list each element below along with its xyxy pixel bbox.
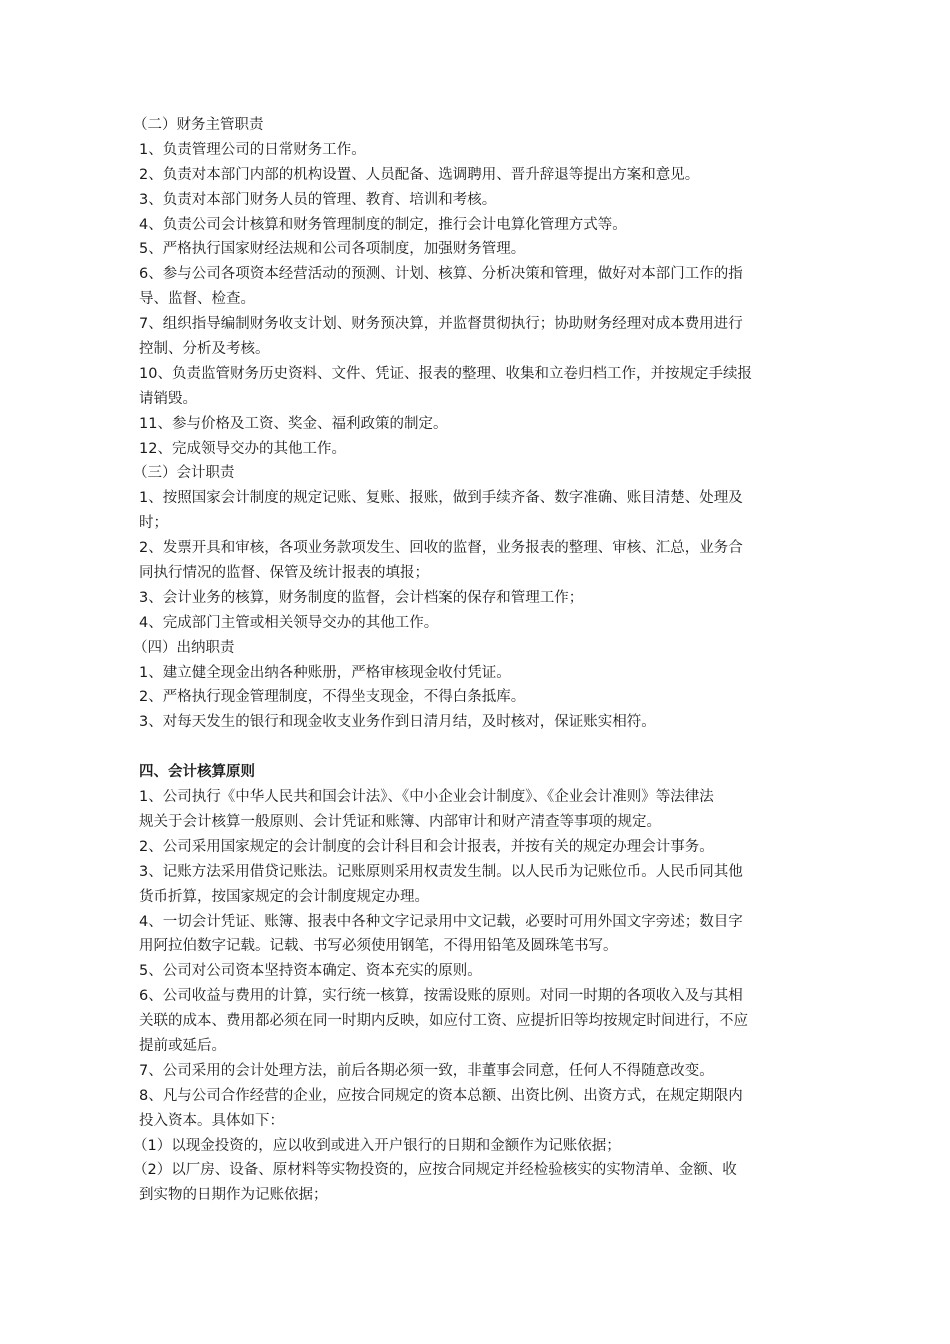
subsection-line: （1）以现金投资的，应以收到或进入开户银行的日期和金额作为记账依据； xyxy=(133,1137,621,1154)
text-line: 同执行情况的监督、保管及统计报表的填报； xyxy=(139,565,429,582)
text-line: 12、完成领导交办的其他工作。 xyxy=(139,440,346,457)
text-line: 到实物的日期作为记账依据； xyxy=(139,1187,328,1204)
text-line: 7、公司采用的会计处理方法，前后各期必须一致，非董事会同意，任何人不得随意改变。 xyxy=(139,1062,714,1079)
text-line: 2、负责对本部门内部的机构设置、人员配备、选调聘用、晋升辞退等提出方案和意见。 xyxy=(139,166,700,183)
text-line: 8、凡与公司合作经营的企业，应按合同规定的资本总额、出资比例、出资方式，在规定期限内 xyxy=(139,1087,743,1104)
text-line: 3、对每天发生的银行和现金收支业务作到日清月结，及时核对，保证账实相符。 xyxy=(139,714,656,731)
text-line: 4、一切会计凭证、账簿、报表中各种文字记录用中文记载，必要时可用外国文字旁述；数目字 xyxy=(139,913,743,930)
text-line: 7、组织指导编制财务收支计划、财务预决算，并监督贯彻执行；协助财务经理对成本费用进行 xyxy=(139,316,743,333)
text-line: 1、负责管理公司的日常财务工作。 xyxy=(139,141,366,158)
text-line: 3、负责对本部门财务人员的管理、教育、培训和考核。 xyxy=(139,191,497,208)
paragraph-spacer xyxy=(139,735,809,760)
text-line: 6、公司收益与费用的计算，实行统一核算，按需设账的原则。对同一时期的各项收入及与其相 xyxy=(139,988,743,1005)
text-line: 10、负责监管财务历史资料、文件、凭证、报表的整理、收集和立卷归档工作，并按规定手续报 xyxy=(139,365,752,382)
text-line: 请销毁。 xyxy=(139,390,197,407)
text-line: 6、参与公司各项资本经营活动的预测、计划、核算、分析决策和管理，做好对本部门工作的指 xyxy=(139,266,743,283)
text-line: 2、严格执行现金管理制度，不得坐支现金，不得白条抵库。 xyxy=(139,689,526,706)
section-heading: 四、会计核算原则 xyxy=(139,764,255,781)
subsection-line: （三）会计职责 xyxy=(133,465,235,482)
text-line: 3、记账方法采用借贷记账法。记账原则采用权责发生制。以人民币为记账位币。人民币同其他 xyxy=(139,863,743,880)
text-line: 4、完成部门主管或相关领导交办的其他工作。 xyxy=(139,614,439,631)
text-line: 提前或延后。 xyxy=(139,1037,226,1054)
text-line: 货币折算，按国家规定的会计制度规定办理。 xyxy=(139,888,429,905)
text-line: 5、严格执行国家财经法规和公司各项制度，加强财务管理。 xyxy=(139,241,526,258)
text-line: 1、公司执行《中华人民共和国会计法》、《中小企业会计制度》、《企业会计准则》等法律法 xyxy=(139,789,714,806)
text-line: 控制、分析及考核。 xyxy=(139,341,270,358)
text-line: 1、按照国家会计制度的规定记账、复账、报账，做到手续齐备、数字准确、账目清楚、处理及 xyxy=(139,490,743,507)
document-page xyxy=(133,113,809,1208)
text-line: 5、公司对公司资本坚持资本确定、资本充实的原则。 xyxy=(139,963,482,980)
text-line: 4、负责公司会计核算和财务管理制度的制定，推行会计电算化管理方式等。 xyxy=(139,216,627,233)
text-line: 2、发票开具和审核，各项业务款项发生、回收的监督，业务报表的整理、审核、汇总，业务合 xyxy=(139,540,743,557)
text-line: 3、会计业务的核算，财务制度的监督，会计档案的保存和管理工作； xyxy=(139,589,584,606)
subsection-line: （2）以厂房、设备、原材料等实物投资的，应按合同规定并经检验核实的实物清单、金额、收 xyxy=(133,1162,737,1179)
text-line: 关联的成本、费用都必须在同一时期内反映，如应付工资、应提折旧等均按规定时间进行，不应 xyxy=(139,1013,748,1030)
text-line: 时； xyxy=(139,515,168,532)
text-line: 2、公司采用国家规定的会计制度的会计科目和会计报表，并按有关的规定办理会计事务。 xyxy=(139,838,714,855)
text-line: 导、监督、检查。 xyxy=(139,291,255,308)
text-line: 投入资本。具体如下： xyxy=(139,1112,284,1129)
subsection-line: （四）出纳职责 xyxy=(133,639,235,656)
subsection-line: （二）财务主管职责 xyxy=(133,117,264,133)
text-line: 11、参与价格及工资、奖金、福利政策的制定。 xyxy=(139,415,448,432)
text-line: 1、建立健全现金出纳各种账册，严格审核现金收付凭证。 xyxy=(139,664,511,681)
text-line: 用阿拉伯数字记载。记载、书写必须使用钢笔，不得用铅笔及圆珠笔书写。 xyxy=(139,938,618,955)
text-line: 规关于会计核算一般原则、会计凭证和账簿、内部审计和财产清查等事项的规定。 xyxy=(139,813,661,830)
